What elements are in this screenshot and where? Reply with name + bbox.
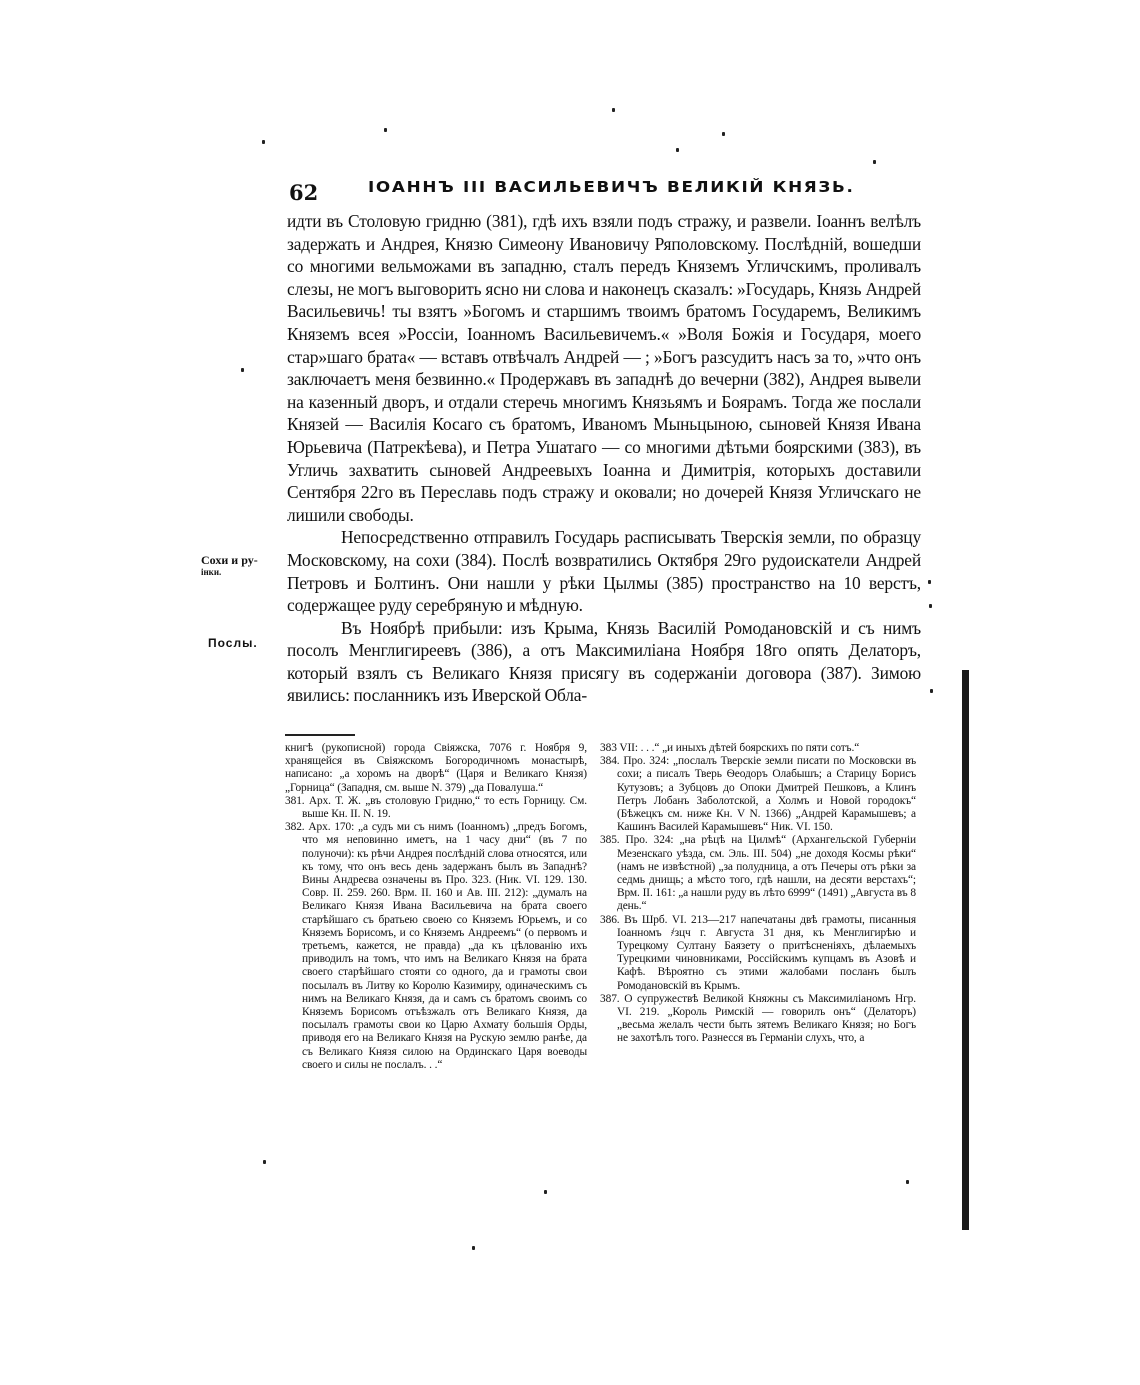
print-speck <box>241 368 244 372</box>
print-speck <box>472 1246 475 1250</box>
print-speck <box>722 132 725 136</box>
footnote-381: 381. Арх. Т. Ж. „въ столовую Гридню,“ то есть Горницу. См. выше Кн. II. N. 19. <box>285 794 587 821</box>
paragraph-1: идти въ Столовую гридню (381), гдѣ ихъ взяли подъ стражу, и развели. Іоаннъ велѣлъ задержать и Андрея, Князю Симеону Ивановичу Ряполовскому. Послѣдній, вошедши со многими вельможами въ западню, сталъ передъ Княземъ Угличскимъ, проливалъ слезы, не могъ выговорить ясно ни слова и наконецъ сказалъ: »Государь, Князь Андрей Васильевичь! ты взятъ »Богомъ и старшимъ твоимъ братомъ Государемъ, Великимъ Княземъ всея »Россіи, Іоанномъ Васильевичемъ.« »Воля Божія и Государя, моего стар»шаго брата« — вставъ отвѣчалъ Андрей — ; »Богъ разсудитъ насъ за то, »что онъ заключаетъ меня безвинно.« Продержавъ въ западнѣ до вечерни (382), Андрея вывели на казенный дворъ, и отдали стеречь многимъ Князьямъ и Боярамъ. Тогда же послали Князей — Василія Косаго съ братомъ, Иваномъ Мыньцыною, сыновей Князя Ивана Юрьевича (Патрекѣева), и Петра Ушатаго — со многими дѣтьми боярскими (383), въ Угличь захватить сыновей Андреевыхъ Іоанна и Димитрія, которыхъ доставили Сентября 22го въ Переславь подъ стражу и оковали; но дочерей Князя Угличскаго не лишили свободы. <box>287 211 921 525</box>
print-speck <box>929 604 932 608</box>
running-head: IОАННЪ III ВАСИЛЬЕВИЧЪ ВЕЛИКІЙ КНЯЗЬ. <box>368 178 855 196</box>
sidenote-posly: Послы. <box>208 636 258 650</box>
footnotes-right-column <box>600 742 916 1046</box>
footnote-387: 387. О супружествѣ Великой Княжны съ Максимиліаномъ Нгр. VI. 219. „Король Римскій — говорилъ онъ“ (Делаторъ) „весьма желалъ чести быть зятемъ Великаго Князя; но Богъ не захотѣлъ того. Разнесся въ Германіи слухъ, что, а <box>600 992 916 1045</box>
main-text <box>287 210 921 707</box>
paragraph-2: Непосредственно отправилъ Государь расписывать Тверскія земли, по образцу Московскому, на сохи (384). Послѣ возвратились Октября 29го рудоискатели Андрей Петровъ и Болтинъ. Они нашли у рѣки Цылмы (385) пространство на 10 верстъ, содержащее руду серебряную и мѣдную. <box>287 527 921 616</box>
footnote-382: 382. Арх. 170: „а судъ ми съ нимъ (Іоанномъ) „предъ Богомъ, что мя неповинно иметъ, на 1 часу дни“ (въ 7 по полуночи): къ рѣчи Андрея послѣдній слова относятся, или къ тому, что онъ весь день задержанъ былъ въ Западнѣ? Вины Андреєва означены въ Про. 323. (Ник. VI. 129. 130. Совр. II. 259. 260. Врм. II. 160 и Ав. III. 212): „думалъ на Великаго Князя Ивана Васильевича на брата своего старѣйшаго съ братьею своею со Княземъ Юрьемъ, и со Княземъ Борисомъ, и со Княземъ Андреемъ“ (о первомъ и третьемъ, кажется, не правда) „да къ цѣлованію ихъ приводилъ на томъ, что имъ на Великаго Князя на брата своего старѣйшаго стояти со одного, да и грамоты свои посылалъ въ Литву ко Королю Казимиру, одиначескимъ съ нимъ на Великаго Князя, да и самъ съ братомъ своимъ со Княземъ Борисомъ отъѣзжалъ отъ Великаго Князя, да посылалъ грамоты свои ко Царю Ахмату большія Орды, приводя его на Великаго Князя на Рускую землю ранѣе, да съ Великаго Князя силою на Ординскаго Царя воеводы своего и силы не послалъ. . .“ <box>285 821 587 1071</box>
print-speck <box>930 689 933 693</box>
footnote-385: 385. Про. 324: „на рѣцѣ на Цилмѣ“ (Архангельской Губерніи Мезенскаго уѣзда, см. Эль. III. 504) „не доходя Космы рѣки“ (намъ не извѣстной) „за полудница, а отъ Печеры отъ рѣки за седмь днищь; а мѣсто того, гдѣ нашли, на десяти верстахъ“; Врм. II. 161: „а нашли руду въ лѣто 6999“ (1491) „Августа въ 8 день.“ <box>600 834 916 913</box>
footnote-continuation: книгѣ (рукописной) города Свіяжска, 7076 г. Ноября 9, хранящейся въ Свіяжскомъ Богородичномъ монастырѣ, написано: „а хоромъ на дворѣ“ (Царя и Великаго Князя) „Горница“ (Западня, см. выше N. 379) „да Повалуша.“ <box>285 742 587 794</box>
print-speck <box>262 140 265 144</box>
print-speck <box>873 160 876 164</box>
footnote-386: 386. Въ Шрб. VI. 213—217 напечатаны двѣ грамоты, писанныя Іоанномъ ҂зцч г. Августа 31 дня, къ Менглигирѣю и Турецкому Султану Баязету о притѣсненіяхъ, дѣлаемыхъ Турецкими чиновниками, Россійскимъ купцамъ въ Азовѣ и Кафѣ. Вѣроятно съ этими жалобами посланъ былъ Ромодановскій въ Крымъ. <box>600 913 916 992</box>
sidenote-sokhi-line1: Сохи и ру- <box>201 553 258 567</box>
footnote-383: 383 VII: . . .“ „и иныхъ дѣтей боярскихъ по пяти сотъ.“ <box>600 742 860 754</box>
sidenote-sokhi <box>201 554 258 578</box>
print-speck <box>676 148 679 152</box>
footnote-384: 384. Про. 324: „послалъ Тверскіе земли писати по Московски въ сохи; а писалъ Тверь Ѳеодоръ Олабышъ; а Старицу Борисъ Кутузовъ; а Зубцовъ до Опоки Дмитрей Пешковъ, а Клинъ Петръ Лобанъ Заболотской, а Холмъ и Новой городокъ“ (Бѣжецкъ см. ниже Кн. V N. 1366) „Андрей Карамышевъ; а Кашинъ Василей Карамышевъ“ Ник. VI. 150. <box>600 755 916 834</box>
print-speck <box>906 1180 909 1184</box>
footnote-rule <box>285 734 355 736</box>
print-speck <box>928 580 931 584</box>
page-number: 62 <box>289 180 319 205</box>
print-speck <box>263 1160 266 1164</box>
paragraph-3: Въ Ноябрѣ прибыли: изъ Крыма, Князь Василій Ромодановскій и съ нимъ посолъ Менглигиреевъ (386), а отъ Максимиліана Ноября 18го опять Делаторъ, который взялъ съ Великаго Князя присягу въ содержаніи договора (387). Зимою явились: посланникъ изъ Иверской Обла- <box>287 617 921 706</box>
footnotes-left-column <box>285 742 587 1072</box>
page-fold-shadow <box>962 670 969 1230</box>
print-speck <box>544 1190 547 1194</box>
print-speck <box>612 108 615 112</box>
sidenote-sokhi-line2: інки. <box>201 567 222 577</box>
print-speck <box>384 128 387 132</box>
